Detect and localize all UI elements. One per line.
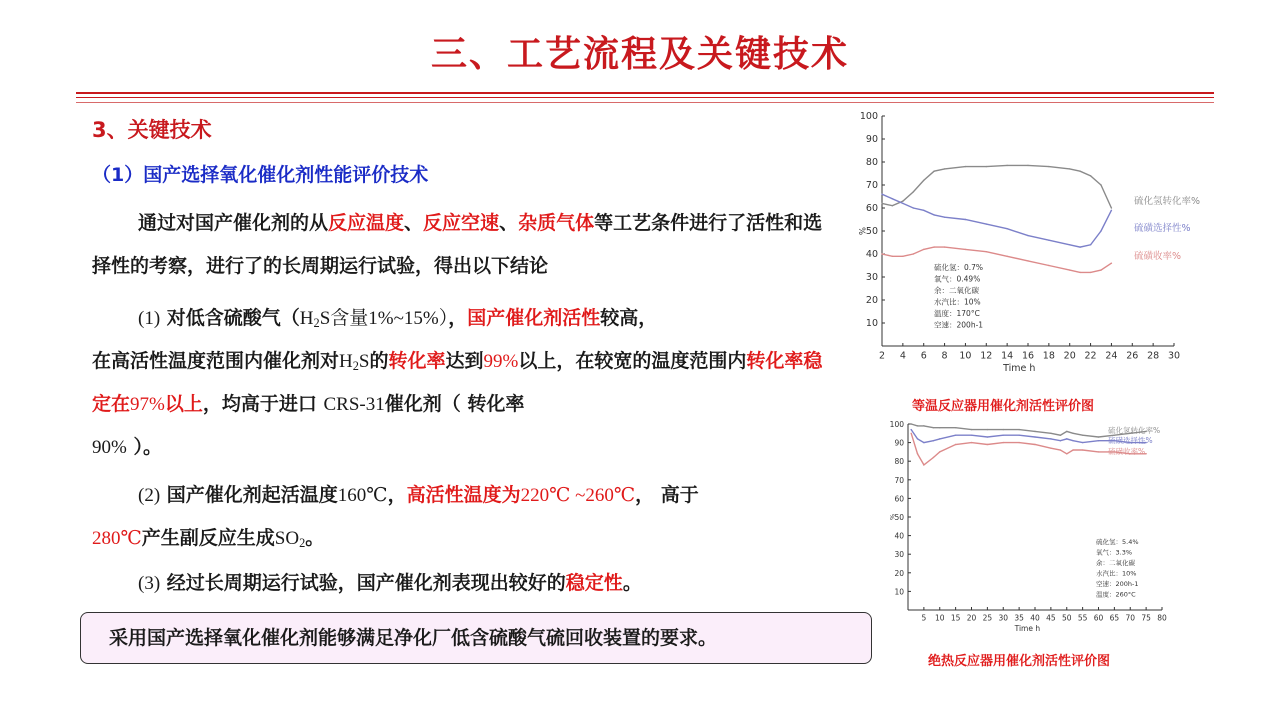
intro-separator-2: 、 — [499, 212, 519, 234]
conclusion-2-highlight-280: 280℃ — [92, 528, 142, 549]
data-point — [965, 249, 966, 250]
y-tick-label: 60 — [894, 494, 904, 504]
y-tick-label: 70 — [894, 475, 904, 485]
conclusion-2-text-1: 国产催化剂起活温度 — [166, 484, 338, 506]
x-tick-label: 8 — [941, 350, 948, 362]
data-point — [917, 438, 918, 439]
x-tick-label: 26 — [1126, 350, 1139, 362]
data-point — [1006, 165, 1007, 166]
conclusion-1-highlight-99: 99% — [483, 351, 519, 372]
y-tick-label: 90 — [865, 134, 878, 145]
conclusion-2-highlight-range: 220℃ ~260℃ — [520, 485, 636, 506]
data-point — [933, 246, 934, 247]
data-point — [881, 203, 882, 204]
legend-entry-1: 硫化氢转化率% — [1134, 196, 1201, 207]
legend-entry-1: 硫化氢转化率% — [1108, 426, 1161, 435]
intro-highlight-impurity-gas: 杂质气体 — [518, 212, 595, 234]
y-tick-label: 70 — [865, 180, 878, 191]
condition-note: 氧气：3.3% — [1096, 548, 1133, 557]
conclusion-1-highlight-97: 97% — [130, 394, 165, 415]
data-point — [1027, 165, 1028, 166]
x-tick-label: 75 — [1141, 613, 1151, 623]
conclusion-1-text-8: ，均高于进口 — [202, 393, 317, 415]
condition-note: 硫化氢：5.4% — [1096, 538, 1139, 546]
subsection-heading: （1）国产选择氧化催化剂性能评价技术 — [92, 164, 429, 186]
x-tick-label: 35 — [1014, 613, 1024, 623]
isothermal-chart-svg — [848, 104, 1201, 390]
title-divider-middle — [76, 97, 1214, 98]
y-tick-label: 10 — [865, 318, 878, 329]
data-point — [913, 253, 914, 254]
data-point — [892, 256, 893, 257]
y-tick-label: 50 — [894, 513, 904, 522]
data-point — [902, 203, 903, 204]
data-point — [1018, 434, 1019, 435]
summary-text: 采用国产选择氧化催化剂能够满足净化厂低含硫酸气硫回收装置的要求。 — [109, 627, 718, 649]
conclusion-1-paragraph — [92, 297, 834, 469]
data-point — [986, 223, 987, 224]
data-point — [881, 194, 882, 195]
summary-box — [80, 612, 872, 664]
conclusion-1-value-90: 90% — [92, 437, 127, 458]
data-point — [971, 434, 972, 435]
conclusion-2-paragraph — [92, 474, 834, 560]
x-tick-label: 30 — [1167, 350, 1181, 362]
data-point — [1050, 438, 1051, 439]
x-tick-label: 15 — [950, 613, 961, 623]
conclusion-2-formula-so: SO — [274, 528, 300, 549]
x-tick-label: 40 — [1030, 613, 1040, 623]
isothermal-chart — [848, 104, 1201, 390]
data-point — [1048, 166, 1049, 167]
condition-note: 水汽比：10% — [934, 297, 981, 307]
y-tick-label: 80 — [894, 457, 904, 467]
conclusion-1-formula2-subscript: 2 — [352, 359, 359, 374]
data-point — [1048, 265, 1049, 266]
condition-note: 余：二氧化碳 — [1096, 559, 1135, 567]
x-tick-label: 16 — [1021, 350, 1035, 362]
data-point — [965, 219, 966, 220]
conclusion-1-formula-h: H — [299, 308, 314, 329]
conclusion-1-highlight-above: 以上 — [164, 393, 203, 415]
data-point — [1111, 263, 1112, 264]
conclusion-1-text-3: 较高， — [600, 307, 658, 329]
title-divider-bottom — [76, 102, 1214, 103]
intro-text-1: 通过对国产催化剂的从 — [138, 212, 329, 234]
data-point — [1069, 168, 1070, 169]
condition-note: 温度：260°C — [1096, 590, 1136, 599]
x-axis-label: Time h — [1014, 624, 1041, 633]
conclusion-1-text-7: 以上，在较宽的温度范围内 — [518, 350, 747, 372]
conclusion-1-text-4: 在高活性温度范围内催化剂对 — [92, 350, 340, 372]
x-tick-label: 18 — [1042, 350, 1055, 362]
legend-entry-3: 硫磺收率% — [1134, 251, 1182, 262]
conclusion-1-highlight-stable: 转化率稳定在 — [92, 350, 823, 415]
x-tick-label: 20 — [966, 613, 977, 623]
data-point — [987, 429, 988, 430]
data-point — [910, 423, 911, 424]
x-tick-label: 12 — [980, 350, 993, 362]
x-tick-label: 24 — [1105, 350, 1118, 362]
condition-note: 余：二氧化碳 — [934, 286, 979, 295]
y-tick-label: 60 — [865, 203, 878, 214]
data-point — [944, 217, 945, 218]
x-tick-label: 80 — [1157, 613, 1167, 623]
data-point — [1145, 453, 1146, 454]
condition-note: 空速：200h-1 — [934, 320, 984, 330]
data-point — [1066, 453, 1067, 454]
intro-paragraph — [92, 202, 834, 288]
data-point — [944, 168, 945, 169]
conclusion-2-text-5: 。 — [305, 527, 325, 549]
x-tick-label: 6 — [920, 350, 927, 362]
data-point — [933, 440, 934, 441]
data-point — [892, 205, 893, 206]
data-point — [1034, 444, 1035, 445]
x-tick-label: 70 — [1125, 613, 1136, 623]
y-tick-label: 80 — [865, 157, 878, 168]
data-point — [1082, 442, 1083, 443]
conclusion-2-text-2: ， — [387, 484, 407, 506]
y-tick-label: 100 — [889, 420, 904, 429]
data-point — [1098, 451, 1099, 452]
y-tick-label: 50 — [865, 226, 878, 237]
x-tick-label: 25 — [982, 613, 993, 623]
intro-text-2: 等工艺条件进行了活性和选择性的考察，进行了的长周期运行试验，得出以下结论 — [92, 212, 823, 277]
data-point — [944, 246, 945, 247]
x-tick-label: 5 — [921, 613, 927, 623]
conclusion-3-text-2: 。 — [622, 572, 642, 594]
data-point — [1003, 442, 1004, 443]
x-tick-label: 22 — [1084, 350, 1097, 362]
data-point — [1060, 434, 1061, 435]
x-tick-label: 45 — [1046, 613, 1056, 623]
data-point — [1066, 431, 1067, 432]
conclusion-1-formula2-h: H — [339, 351, 353, 372]
data-point — [902, 256, 903, 257]
condition-note: 水汽比：10% — [1096, 569, 1137, 578]
conclusion-1-text-5: 的 — [369, 350, 389, 372]
x-tick-label: 60 — [1093, 613, 1104, 623]
data-point — [910, 433, 911, 434]
data-point — [1006, 256, 1007, 257]
y-tick-label: 40 — [865, 249, 878, 260]
data-point — [1060, 440, 1061, 441]
data-point — [913, 191, 914, 192]
conclusion-1-formula2-s: S — [358, 351, 370, 372]
condition-note: 空速：200h-1 — [1096, 580, 1139, 588]
data-point — [1079, 171, 1080, 172]
intro-separator-1: 、 — [404, 212, 424, 234]
data-point — [939, 427, 940, 428]
condition-note: 硫化氢：0.7% — [934, 263, 984, 272]
data-point — [923, 425, 924, 426]
y-tick-label: 20 — [894, 568, 904, 578]
x-tick-label: 10 — [934, 613, 945, 623]
y-tick-label: 100 — [859, 111, 878, 122]
x-tick-label: 30 — [998, 613, 1009, 623]
conclusion-1-text-6: 达到 — [445, 350, 484, 372]
page-title: 三、工艺流程及关键技术 — [430, 33, 849, 75]
data-point — [1069, 244, 1070, 245]
conclusion-2-value-160: 160℃ — [337, 485, 388, 506]
conclusion-1-formula-rest: S含量1%~15%） — [319, 308, 449, 329]
conclusion-1-text-2: ， — [448, 307, 468, 329]
data-point — [1003, 429, 1004, 430]
data-point — [933, 214, 934, 215]
conclusion-1-highlight-conversion: 转化率 — [388, 350, 446, 372]
data-point — [1090, 175, 1091, 176]
data-point — [939, 438, 940, 439]
data-point — [955, 427, 956, 428]
data-point — [1034, 431, 1035, 432]
intro-highlight-temperature: 反应温度 — [328, 212, 405, 234]
data-point — [1090, 272, 1091, 273]
data-point — [923, 249, 924, 250]
data-point — [1027, 235, 1028, 236]
conclusion-2-number: (2) — [138, 485, 161, 506]
data-point — [1100, 230, 1101, 231]
data-point — [1018, 442, 1019, 443]
conclusion-3-highlight-stability: 稳定性 — [565, 572, 623, 594]
x-tick-label: 10 — [959, 350, 972, 362]
conclusion-2-highlight-temp: 高活性温度为 — [406, 484, 521, 506]
data-point — [1079, 246, 1080, 247]
data-point — [923, 464, 924, 465]
data-point — [923, 210, 924, 211]
data-point — [1050, 433, 1051, 434]
condition-note: 氧气：0.49% — [934, 274, 981, 284]
data-point — [1082, 434, 1083, 435]
data-point — [923, 180, 924, 181]
data-point — [881, 253, 882, 254]
x-axis-label: Time h — [1003, 363, 1036, 374]
data-point — [1100, 184, 1101, 185]
data-point — [939, 451, 940, 452]
title-divider-top — [76, 92, 1214, 94]
data-point — [913, 207, 914, 208]
data-point — [1060, 449, 1061, 450]
conclusion-1-highlight-activity: 国产催化剂活性 — [467, 307, 601, 329]
y-axis-label: % — [888, 513, 896, 521]
x-tick-label: 20 — [1063, 350, 1076, 362]
series-line-1 — [882, 165, 1111, 208]
conclusion-1-number: (1) — [138, 308, 161, 329]
data-point — [1098, 436, 1099, 437]
conclusion-3-paragraph — [92, 562, 834, 605]
conclusion-1-text-1: 对低含硫酸气（ — [166, 307, 300, 329]
y-axis-label: % — [856, 226, 867, 236]
data-point — [902, 200, 903, 201]
data-point — [1066, 438, 1067, 439]
x-tick-label: 28 — [1147, 350, 1160, 362]
data-point — [1100, 269, 1101, 270]
y-tick-label: 30 — [894, 550, 904, 560]
section-heading: 3、关键技术 — [92, 118, 212, 142]
data-point — [1050, 447, 1051, 448]
conclusion-1-catalyst-model: CRS-31 — [323, 394, 385, 415]
data-point — [1082, 449, 1083, 450]
data-point — [955, 444, 956, 445]
legend-entry-3: 硫磺收率% — [1108, 447, 1146, 456]
adiabatic-chart-svg — [868, 416, 1180, 648]
conclusion-3-number: (3) — [138, 573, 161, 594]
data-point — [917, 425, 918, 426]
conclusion-3-text-1: 经过长周期运行试验，国产催化剂表现出较好的 — [166, 572, 566, 594]
y-tick-label: 90 — [894, 438, 904, 448]
adiabatic-chart-caption: 绝热反应器用催化剂活性评价图 — [928, 654, 1111, 669]
conclusion-2-formula-subscript: 2 — [299, 536, 306, 551]
data-point — [1079, 272, 1080, 273]
data-point — [1048, 240, 1049, 241]
y-tick-label: 20 — [865, 295, 878, 306]
conclusion-2-text-4: 产生副反应生成 — [141, 527, 275, 549]
data-point — [923, 442, 924, 443]
data-point — [1027, 260, 1028, 261]
data-point — [1072, 433, 1073, 434]
data-point — [955, 434, 956, 435]
data-point — [1006, 228, 1007, 229]
x-tick-label: 55 — [1077, 613, 1088, 623]
isothermal-chart-caption: 等温反应器用催化剂活性评价图 — [912, 399, 1095, 414]
y-tick-label: 10 — [894, 587, 904, 597]
data-point — [933, 427, 934, 428]
data-point — [1003, 434, 1004, 435]
legend-entry-2: 硫磺选择性% — [1108, 436, 1153, 445]
data-point — [1098, 440, 1099, 441]
conclusion-1-formula-subscript: 2 — [313, 316, 320, 331]
conclusion-1-text-10: 催化剂（ — [384, 393, 461, 415]
data-point — [933, 457, 934, 458]
data-point — [1069, 269, 1070, 270]
data-point — [965, 166, 966, 167]
data-point — [971, 442, 972, 443]
y-tick-label: 40 — [894, 531, 904, 541]
x-tick-label: 2 — [878, 350, 886, 362]
data-point — [933, 171, 934, 172]
data-point — [986, 166, 987, 167]
data-point — [910, 429, 911, 430]
legend-entry-2: 硫磺选择性% — [1134, 223, 1191, 234]
condition-note: 温度：170°C — [934, 309, 980, 318]
data-point — [892, 198, 893, 199]
conclusion-2-text-3: ， 高于 — [635, 484, 699, 506]
data-point — [1072, 449, 1073, 450]
data-point — [987, 444, 988, 445]
y-tick-label: 30 — [865, 272, 878, 283]
data-point — [1034, 436, 1035, 437]
x-tick-label: 50 — [1061, 613, 1072, 623]
data-point — [1072, 440, 1073, 441]
adiabatic-chart — [868, 416, 1180, 648]
data-point — [917, 453, 918, 454]
series-line-3 — [882, 247, 1111, 272]
x-tick-label: 65 — [1109, 613, 1120, 623]
series-line-2 — [882, 194, 1111, 247]
data-point — [1018, 429, 1019, 430]
x-tick-label: 4 — [899, 350, 906, 362]
x-tick-label: 14 — [1001, 350, 1014, 362]
data-point — [971, 429, 972, 430]
data-point — [987, 436, 988, 437]
conclusion-1-text-13: ）。 — [133, 436, 162, 458]
data-point — [986, 251, 987, 252]
intro-highlight-space-velocity: 反应空速 — [423, 212, 500, 234]
data-point — [1111, 210, 1112, 211]
data-point — [1111, 207, 1112, 208]
conclusion-1-text-11: 转化率 — [467, 393, 525, 415]
data-point — [1090, 244, 1091, 245]
